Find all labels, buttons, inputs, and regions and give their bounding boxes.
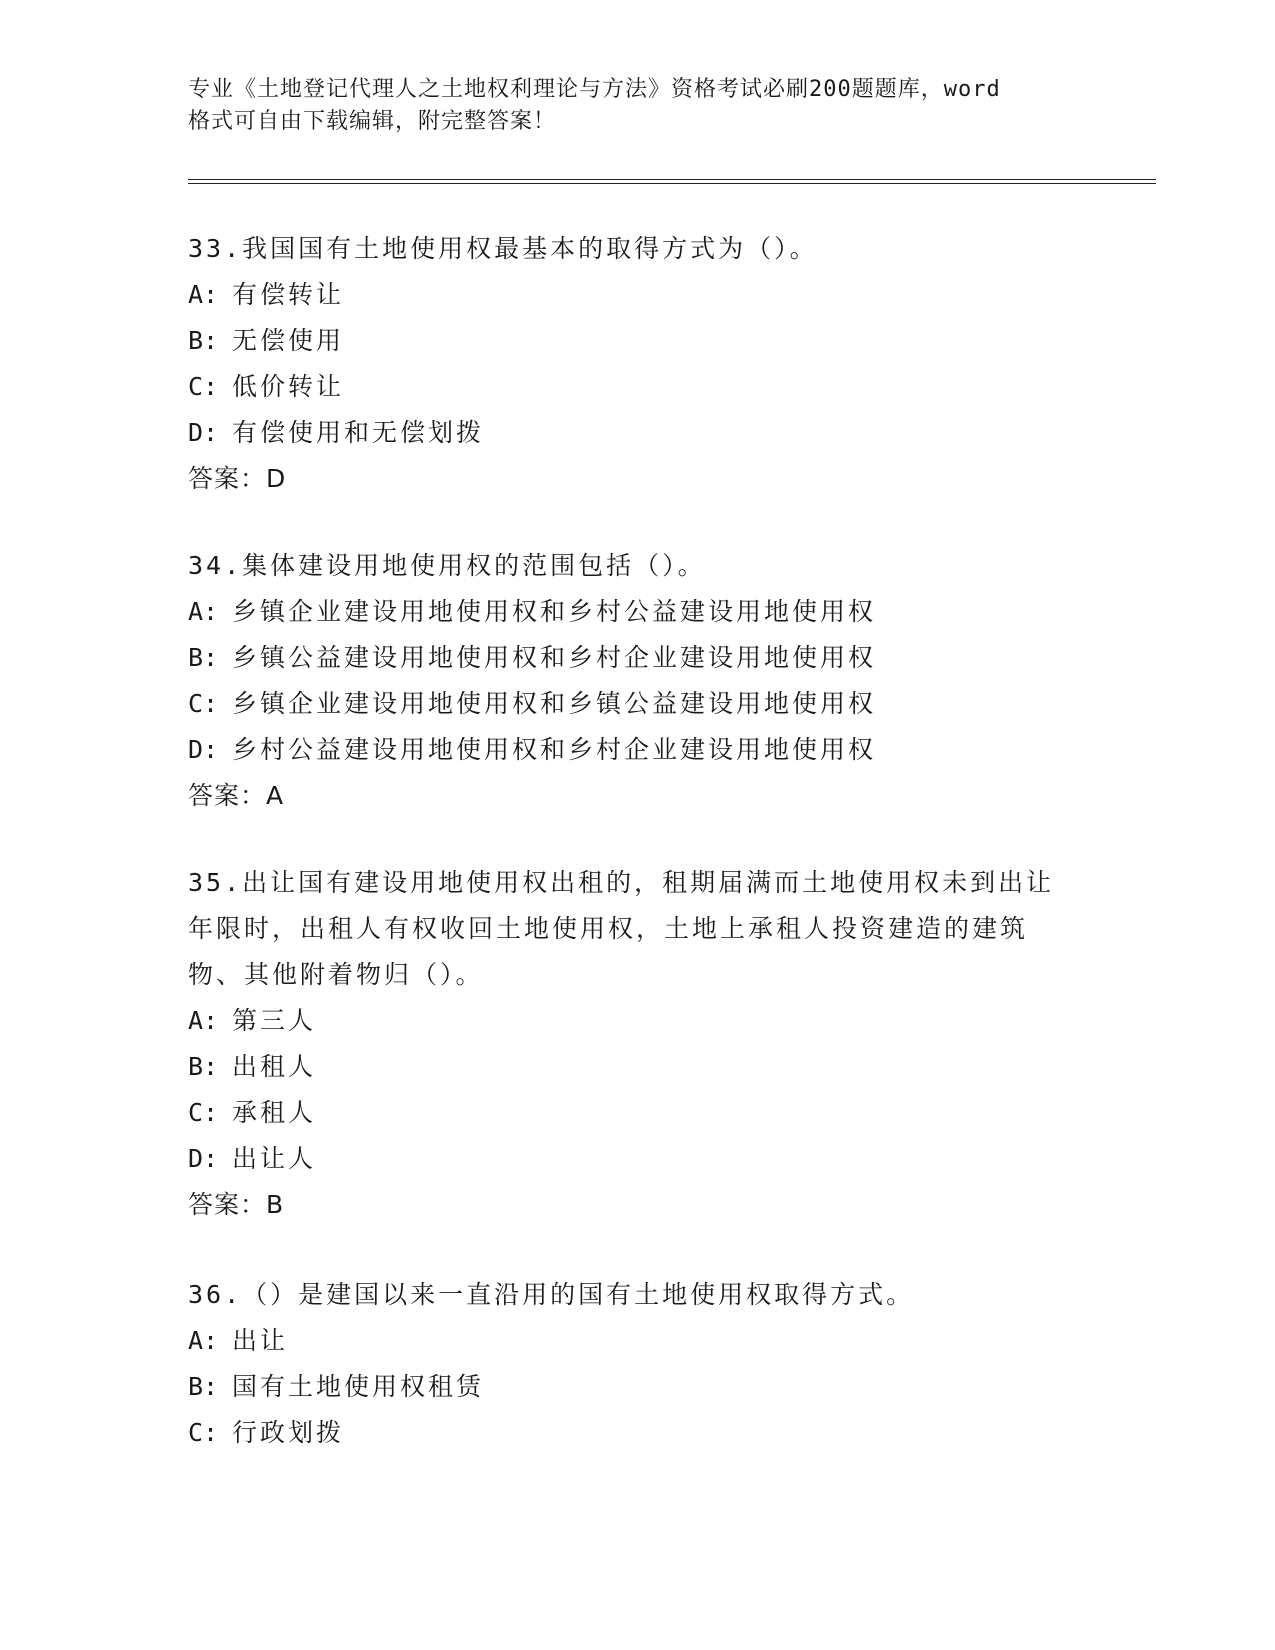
option-a bbox=[188, 1318, 1088, 1364]
option-text: 国有土地使用权租赁 bbox=[232, 1372, 485, 1401]
option-text: 承租人 bbox=[232, 1098, 317, 1127]
question-stem: 33.我国国有土地使用权最基本的取得方式为（）。 bbox=[188, 234, 818, 263]
header-divider-bottom bbox=[188, 183, 1156, 184]
question-stem-line-1: 35.出让国有建设用地使用权出租的，租期届满而土地使用权未到出让 bbox=[188, 868, 1055, 897]
option-d bbox=[188, 410, 1088, 456]
question-34 bbox=[188, 543, 1088, 819]
answer-label: 答案：B bbox=[188, 1190, 285, 1219]
question-35 bbox=[188, 860, 1088, 1228]
option-key: A: bbox=[188, 280, 219, 309]
option-d bbox=[188, 727, 1088, 773]
option-key: C: bbox=[188, 372, 219, 401]
option-key: B: bbox=[188, 1052, 219, 1081]
option-c bbox=[188, 364, 1088, 410]
option-text: 第三人 bbox=[232, 1006, 317, 1035]
option-c bbox=[188, 1410, 1088, 1456]
option-text: 无偿使用 bbox=[232, 326, 345, 355]
option-key: B: bbox=[188, 326, 219, 355]
option-d bbox=[188, 1136, 1088, 1182]
option-key: A: bbox=[188, 597, 219, 626]
option-text: 出让人 bbox=[232, 1144, 317, 1173]
option-b bbox=[188, 1044, 1088, 1090]
option-a bbox=[188, 272, 1088, 318]
option-key: C: bbox=[188, 1418, 219, 1447]
header-line-1: 专业《土地登记代理人之土地权利理论与方法》资格考试必刷200题题库，word bbox=[188, 77, 1001, 102]
question-stem-line-3: 物、其他附着物归（）。 bbox=[188, 960, 484, 989]
option-a bbox=[188, 998, 1088, 1044]
document-header bbox=[188, 74, 1068, 138]
option-key: D: bbox=[188, 418, 219, 447]
option-text: 乡村公益建设用地使用权和乡村企业建设用地使用权 bbox=[232, 735, 877, 764]
option-c bbox=[188, 681, 1088, 727]
header-divider-top bbox=[188, 179, 1156, 180]
answer-label: 答案：A bbox=[188, 781, 285, 810]
option-c bbox=[188, 1090, 1088, 1136]
option-key: A: bbox=[188, 1326, 219, 1355]
option-text: 有偿转让 bbox=[232, 280, 345, 309]
question-stem: 34.集体建设用地使用权的范围包括（）。 bbox=[188, 551, 706, 580]
option-b bbox=[188, 318, 1088, 364]
option-text: 行政划拨 bbox=[232, 1418, 345, 1447]
option-key: B: bbox=[188, 643, 219, 672]
option-key: C: bbox=[188, 1098, 219, 1127]
option-text: 有偿使用和无偿划拨 bbox=[232, 418, 485, 447]
option-b bbox=[188, 1364, 1088, 1410]
option-key: D: bbox=[188, 1144, 219, 1173]
question-stem-line-2: 年限时，出租人有权收回土地使用权，土地上承租人投资建造的建筑 bbox=[188, 914, 1029, 943]
question-stem: 36.（）是建国以来一直沿用的国有土地使用权取得方式。 bbox=[188, 1280, 915, 1309]
option-text: 乡镇企业建设用地使用权和乡村公益建设用地使用权 bbox=[232, 597, 877, 626]
header-line-2: 格式可自由下载编辑，附完整答案！ bbox=[188, 109, 557, 134]
option-b bbox=[188, 635, 1088, 681]
option-key: B: bbox=[188, 1372, 219, 1401]
option-a bbox=[188, 589, 1088, 635]
option-key: D: bbox=[188, 735, 219, 764]
option-key: A: bbox=[188, 1006, 219, 1035]
question-33 bbox=[188, 226, 1088, 502]
option-text: 低价转让 bbox=[232, 372, 345, 401]
option-key: C: bbox=[188, 689, 219, 718]
option-text: 乡镇企业建设用地使用权和乡镇公益建设用地使用权 bbox=[232, 689, 877, 718]
answer-label: 答案：D bbox=[188, 464, 287, 493]
option-text: 出租人 bbox=[232, 1052, 317, 1081]
option-text: 乡镇公益建设用地使用权和乡村企业建设用地使用权 bbox=[232, 643, 877, 672]
question-36 bbox=[188, 1272, 1088, 1456]
option-text: 出让 bbox=[232, 1326, 289, 1355]
